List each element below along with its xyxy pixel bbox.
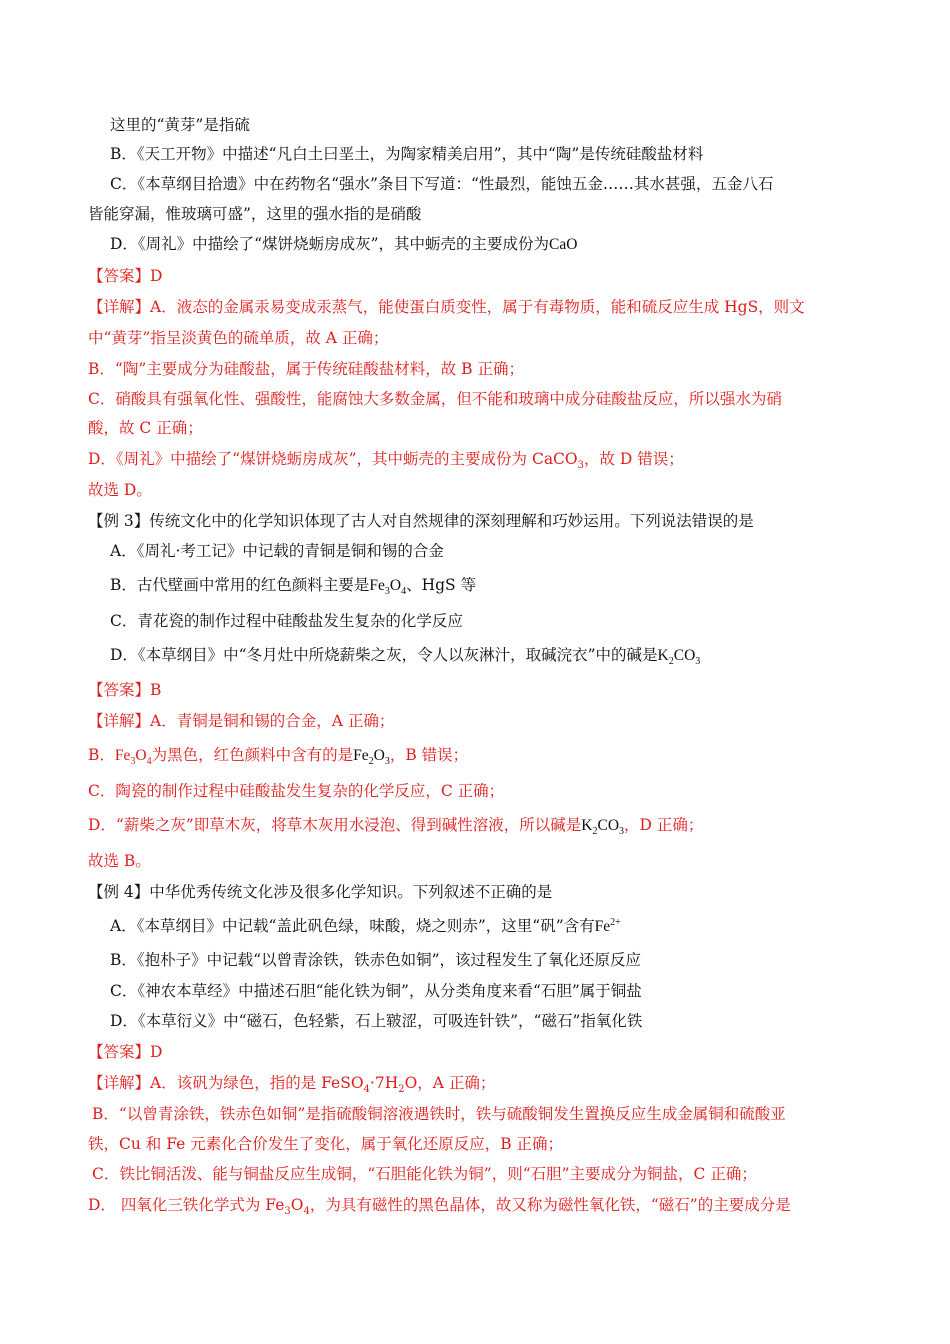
- example-3-option-b: B．古代壁画中常用的红色颜料主要是$Fe_3O_4$、HgS 等: [110, 576, 477, 598]
- conclusion: 故选 D。: [88, 481, 152, 499]
- explanation-b: B．“陶”主要成分为硅酸盐，属于传统硅酸盐材料，故 B 正确；: [88, 360, 524, 378]
- explanation-4-b: B．“以曾青涂铁，铁赤色如铜”是指硫酸铜溶液遇铁时，铁与硫酸铜发生置换反应生成金属铜和硫酸亚: [92, 1105, 786, 1123]
- example-3-option-c: C．青花瓷的制作过程中硅酸盐发生复杂的化学反应: [110, 612, 463, 630]
- explanation-3-d: D．“薪柴之灰”即草木灰，将草木灰用水浸泡、得到碱性溶液，所以碱是$K_2CO_3$，D 正确；: [88, 816, 704, 838]
- explanation-4-a: 【详解】A．该矾为绿色，指的是 $FeSO_4\cdot 7H_2O$，A 正确；: [88, 1074, 496, 1096]
- option-c: C．《本草纲目拾遗》中在药物名“强水”条目下写道：“性最烈，能蚀五金……其水甚强，五金八石: [110, 175, 774, 193]
- option-b: B．《天工开物》中描述“凡白土曰垩土，为陶家精美启用”，其中“陶”是传统硅酸盐材料: [110, 145, 704, 163]
- explanation-3-b: B．$Fe_3O_4$为黑色，红色颜料中含有的是$Fe_2O_3$，B 错误；: [88, 746, 469, 768]
- explanation-4-b-continued: 铁，Cu 和 Fe 元素化合价发生了变化，属于氧化还原反应，B 正确；: [88, 1135, 564, 1153]
- explanation-3-c: C．陶瓷的制作过程中硅酸盐发生复杂的化学反应，C 正确；: [88, 782, 505, 800]
- option-c-continued: 皆能穿漏，惟玻璃可盛”，这里的强水指的是硝酸: [88, 205, 422, 223]
- option-a-continued: 这里的“黄芽”是指硫: [110, 116, 250, 134]
- answer-label-3: 【答案】B: [88, 681, 162, 699]
- explanation-d: D．《周礼》中描绘了“煤饼烧蛎房成灰”，其中蛎壳的主要成份为 CaCO$_3$，故 D 错误；: [88, 450, 684, 472]
- example-4-option-d: D．《本草衍义》中“磁石，色轻紫，石上皲涩，可吸连针铁”，“磁石”指氧化铁: [110, 1012, 643, 1030]
- example-4-option-a: A．《本草纲目》中记载“盖此矾色绿，味酸，烧之则赤”，这里“矾”含有$Fe^{2+}$: [110, 916, 621, 935]
- explanation-c-continued: 酸，故 C 正确；: [88, 419, 203, 437]
- example-4-option-b: B．《抱朴子》中记载“以曾青涂铁，铁赤色如铜”，该过程发生了氧化还原反应: [110, 951, 641, 969]
- example-3-question: 【例 3】传统文化中的化学知识体现了古人对自然规律的深刻理解和巧妙运用。下列说法错误的是: [88, 512, 754, 530]
- explanation-4-d: D． 四氧化三铁化学式为 $Fe_3O_4$，为具有磁性的黑色晶体，故又称为磁性氧化铁，“磁石”的主要成分是: [88, 1196, 791, 1218]
- answer-label: 【答案】D: [88, 267, 163, 285]
- example-4-option-c: C．《神农本草经》中描述石胆“能化铁为铜”，从分类角度来看“石胆”属于铜盐: [110, 982, 642, 1000]
- explanation-3-a: 【详解】A．青铜是铜和锡的合金，A 正确；: [88, 712, 395, 730]
- explanation-a-continued: 中“黄芽”指呈淡黄色的硫单质，故 A 正确；: [88, 329, 389, 347]
- option-d: D．《周礼》中描绘了“煤饼烧蛎房成灰”，其中蛎壳的主要成份为CaO: [110, 235, 578, 253]
- answer-label-4: 【答案】D: [88, 1043, 163, 1061]
- example-4-question: 【例 4】中华优秀传统文化涉及很多化学知识。下列叙述不正确的是: [88, 883, 553, 901]
- explanation-4-c: C．铁比铜活泼、能与铜盐反应生成铜，“石胆能化铁为铜”，则“石胆”主要成分为铜盐，C 正确；: [92, 1165, 757, 1183]
- example-3-option-d: D．《本草纲目》中“冬月灶中所烧薪柴之灰，令人以灰淋汁，取碱浣衣”中的碱是$K_2CO_3$: [110, 646, 701, 668]
- conclusion-3: 故选 B。: [88, 852, 151, 870]
- explanation-c: C．硝酸具有强氧化性、强酸性，能腐蚀大多数金属，但不能和玻璃中成分硅酸盐反应，所以强水为硝: [88, 390, 782, 408]
- explanation-a: 【详解】A．液态的金属汞易变成汞蒸气，能使蛋白质变性，属于有毒物质，能和硫反应生成 HgS，则文: [88, 298, 805, 316]
- example-3-option-a: A．《周礼·考工记》中记载的青铜是铜和锡的合金: [110, 542, 444, 560]
